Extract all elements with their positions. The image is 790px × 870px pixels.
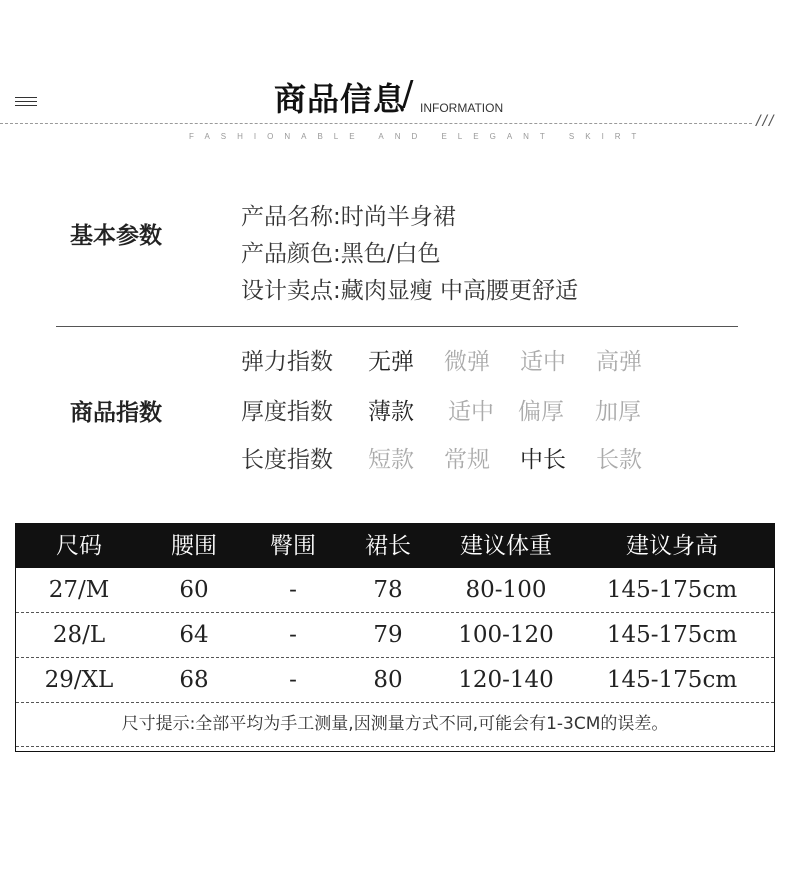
menu-icon (15, 97, 37, 106)
page-subtitle-english: FASHIONABLE AND ELEGANT SKIRT (189, 132, 648, 141)
column-header-size: 尺码 (56, 533, 102, 559)
table-cell: 64 (179, 622, 209, 648)
basic-params-heading: 基本参数 (70, 223, 162, 249)
table-cell: - (289, 622, 297, 648)
page-title: 商品信息 (274, 80, 407, 118)
table-cell: 145-175cm (606, 577, 738, 603)
product-index-heading: 商品指数 (70, 400, 162, 426)
table-cell: 79 (373, 622, 403, 648)
column-header-waist: 腰围 (171, 533, 217, 559)
column-header-hip: 臀围 (270, 533, 316, 559)
section-divider (56, 326, 738, 327)
table-cell: 28/L (52, 622, 106, 648)
table-cell: 145-175cm (606, 622, 738, 648)
table-cell: 27/M (48, 577, 110, 603)
index-name: 厚度指数 (241, 399, 333, 425)
column-header-height: 建议身高 (626, 533, 718, 559)
param-label: 设计卖点: (241, 278, 341, 304)
page-title-english: INFORMATION (420, 101, 504, 115)
header-dashed-divider (0, 123, 752, 124)
param-value: 藏肉显瘦 中高腰更舒适 (340, 278, 579, 304)
table-cell: 78 (373, 577, 403, 603)
param-value: 黑色/白色 (340, 241, 441, 267)
index-option: 常规 (444, 447, 490, 473)
table-cell: 80 (373, 667, 403, 693)
index-option: 长款 (596, 447, 642, 473)
size-note: 尺寸提示:全部平均为手工测量,因测量方式不同,可能会有1-3CM的误差。 (16, 702, 774, 747)
param-selling-points (241, 272, 578, 305)
param-value: 时尚半身裙 (340, 204, 456, 230)
title-slash: / (402, 74, 414, 114)
param-label: 产品颜色: (241, 241, 341, 267)
param-label: 产品名称: (241, 204, 341, 230)
table-cell: 68 (179, 667, 209, 693)
index-option: 偏厚 (518, 399, 564, 425)
table-cell: 120-140 (458, 667, 554, 693)
index-option: 适中 (520, 349, 566, 375)
table-cell: 60 (179, 577, 209, 603)
param-product-name (241, 198, 456, 231)
index-option: 中长 (520, 447, 566, 473)
decorative-slashes: /// (756, 113, 776, 130)
table-cell: 145-175cm (606, 667, 738, 693)
index-option: 无弹 (368, 349, 414, 375)
index-option: 短款 (368, 447, 414, 473)
table-cell: 29/XL (44, 667, 114, 693)
index-name: 长度指数 (241, 447, 333, 473)
index-name: 弹力指数 (241, 349, 333, 375)
table-cell: 80-100 (465, 577, 547, 603)
column-header-skirt-length: 裙长 (365, 533, 411, 559)
table-row (16, 568, 774, 613)
size-table (15, 523, 775, 752)
index-option: 薄款 (368, 399, 414, 425)
index-option: 加厚 (595, 399, 641, 425)
index-option: 适中 (448, 399, 494, 425)
table-row (16, 613, 774, 658)
column-header-weight: 建议体重 (460, 533, 552, 559)
table-row (16, 658, 774, 703)
index-option: 高弹 (596, 349, 642, 375)
size-table-header (16, 524, 774, 568)
table-cell: 100-120 (458, 622, 554, 648)
table-cell: - (289, 577, 297, 603)
index-option: 微弹 (444, 349, 490, 375)
table-cell: - (289, 667, 297, 693)
param-product-color (241, 235, 441, 268)
